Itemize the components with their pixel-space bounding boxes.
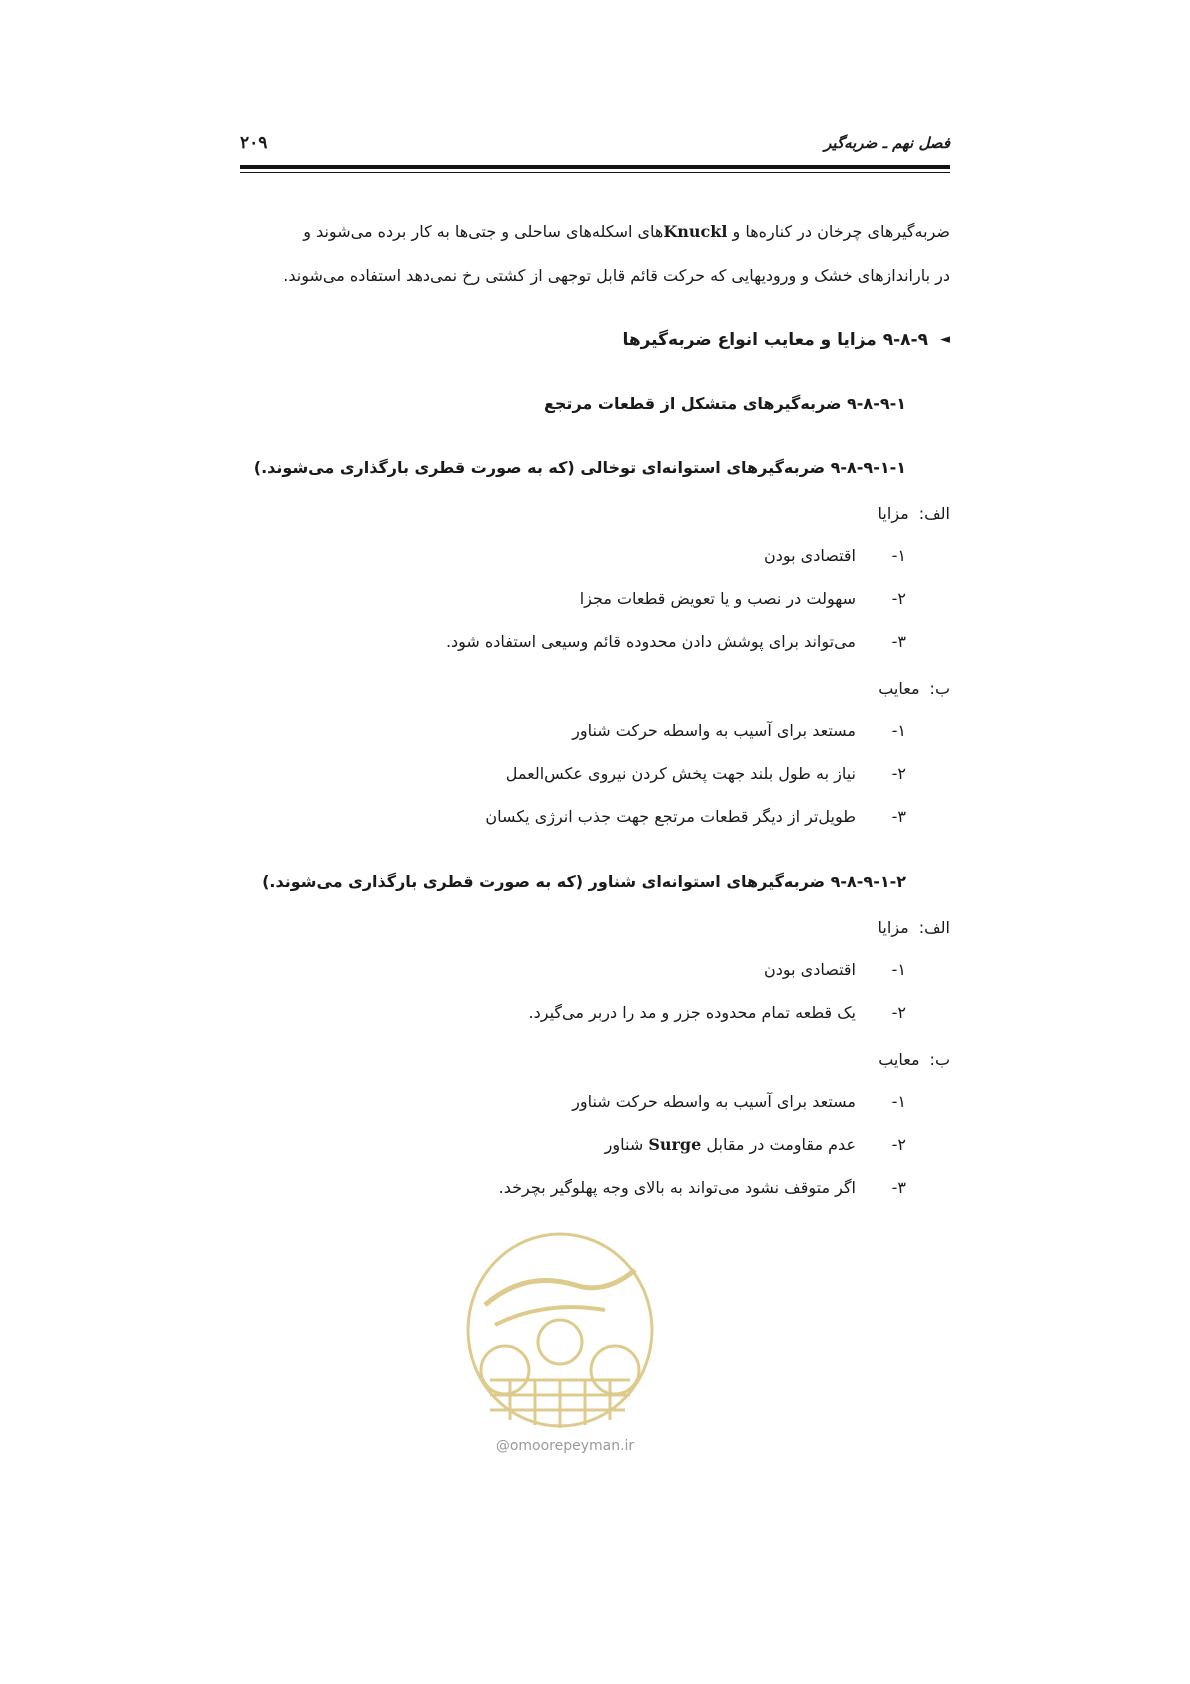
item-number: ۲- (891, 1135, 906, 1154)
header-rule-thick (240, 165, 950, 169)
item-number: ۱- (891, 546, 906, 565)
list-item (250, 1080, 950, 1123)
triangle-bullet-icon: ◄ (940, 332, 950, 347)
section-title: ۹-۸-۹ مزایا و معایب انواع ضربه‌گیرها (622, 330, 928, 350)
item-number: ۱- (891, 1092, 906, 1111)
advantages-word: مزایا (877, 918, 909, 937)
item-text: اقتصادی بودن (764, 546, 856, 565)
list-item (250, 991, 950, 1034)
intro-paragraph (250, 210, 950, 298)
disadvantages-label-1 (250, 669, 950, 709)
disadvantages-label-2 (250, 1040, 950, 1080)
disadvantages-letter: ب: (929, 679, 950, 698)
chapter-title: فصل نهم ـ ضربه‌گیر (824, 134, 950, 152)
subsubsection-heading-1: ۹-۸-۹-۱-۱ ضربه‌گیرهای استوانه‌ای توخالی (که به صورت قطری بارگذاری می‌شوند.) (253, 458, 906, 477)
item-text: مستعد برای آسیب به واسطه حرکت شناور (572, 721, 856, 740)
item-number: ۱- (891, 721, 906, 740)
disadvantages-word: معایب (878, 1050, 920, 1069)
item-text: مستعد برای آسیب به واسطه حرکت شناور (572, 1092, 856, 1111)
list-item (250, 1166, 950, 1209)
intro-line2: در باراندازهای خشک و ورودیهایی که حرکت قائم قابل توجهی از کشتی رخ نمی‌دهد استفاده می‌شوند. (283, 266, 950, 285)
item-text-before: عدم مقاومت در مقابل (701, 1135, 856, 1154)
item-text-after: شناور (604, 1135, 649, 1154)
header-rule-thin (240, 172, 950, 173)
page-header (240, 128, 950, 158)
disadvantages-word: معایب (878, 679, 920, 698)
item-text: یک قطعه تمام محدوده جزر و مد را دربر می‌گیرد. (528, 1003, 856, 1022)
item-number: ۳- (891, 632, 906, 651)
advantages-word: مزایا (877, 504, 909, 523)
intro-line1-before: ضربه‌گیرهای چرخان در کناره‌ها و (727, 222, 950, 241)
list-item (250, 577, 950, 620)
item-number: ۳- (891, 807, 906, 826)
item-text (605, 1123, 856, 1166)
item-text: اقتصادی بودن (764, 960, 856, 979)
item-number: ۱- (891, 960, 906, 979)
item-number: ۲- (891, 764, 906, 783)
advantages-letter: الف: (918, 918, 950, 937)
page-body (250, 210, 950, 1209)
item-number: ۲- (891, 1003, 906, 1022)
advantages-label-2 (250, 908, 950, 948)
disadvantages-letter: ب: (929, 1050, 950, 1069)
list-item (250, 709, 950, 752)
section-heading (250, 320, 950, 360)
item-number: ۲- (891, 589, 906, 608)
intro-line1-after: های اسکله‌های ساحلی و جتی‌ها به کار برده می‌شوند و (303, 222, 664, 241)
item-text: طویل‌تر از دیگر قطعات مرتجع جهت جذب انرژی یکسان (485, 807, 856, 826)
list-item (250, 620, 950, 663)
item-text: اگر متوقف نشود می‌تواند به بالای وجه پهلوگیر بچرخد. (498, 1178, 856, 1197)
subsubsection-heading-2: ۹-۸-۹-۱-۲ ضربه‌گیرهای استوانه‌ای شناور (که به صورت قطری بارگذاری می‌شوند.) (262, 872, 906, 891)
subsection-heading: ۹-۸-۹-۱ ضربه‌گیرهای متشکل از قطعات مرتجع (543, 394, 906, 413)
item-text: نیاز به طول بلند جهت پخش کردن نیروی عکس‌العمل (505, 764, 856, 783)
item-text: می‌تواند برای پوشش دادن محدوده قائم وسیعی استفاده شود. (445, 632, 856, 651)
intro-line1-bold: Knuckl (663, 222, 728, 241)
item-number: ۳- (891, 1178, 906, 1197)
list-item (250, 1123, 950, 1166)
watermark-logo (455, 1230, 665, 1470)
page-number: ۲۰۹ (240, 133, 268, 153)
list-item (250, 534, 950, 577)
item-text: سهولت در نصب و یا تعویض قطعات مجزا (579, 589, 856, 608)
list-item (250, 795, 950, 838)
watermark-url: @omoorepeyman.ir (495, 1438, 635, 1454)
gear-seal-icon (455, 1230, 665, 1435)
advantages-letter: الف: (918, 504, 950, 523)
list-item (250, 948, 950, 991)
advantages-label-1 (250, 494, 950, 534)
item-text-bold: Surge (648, 1135, 702, 1154)
list-item (250, 752, 950, 795)
